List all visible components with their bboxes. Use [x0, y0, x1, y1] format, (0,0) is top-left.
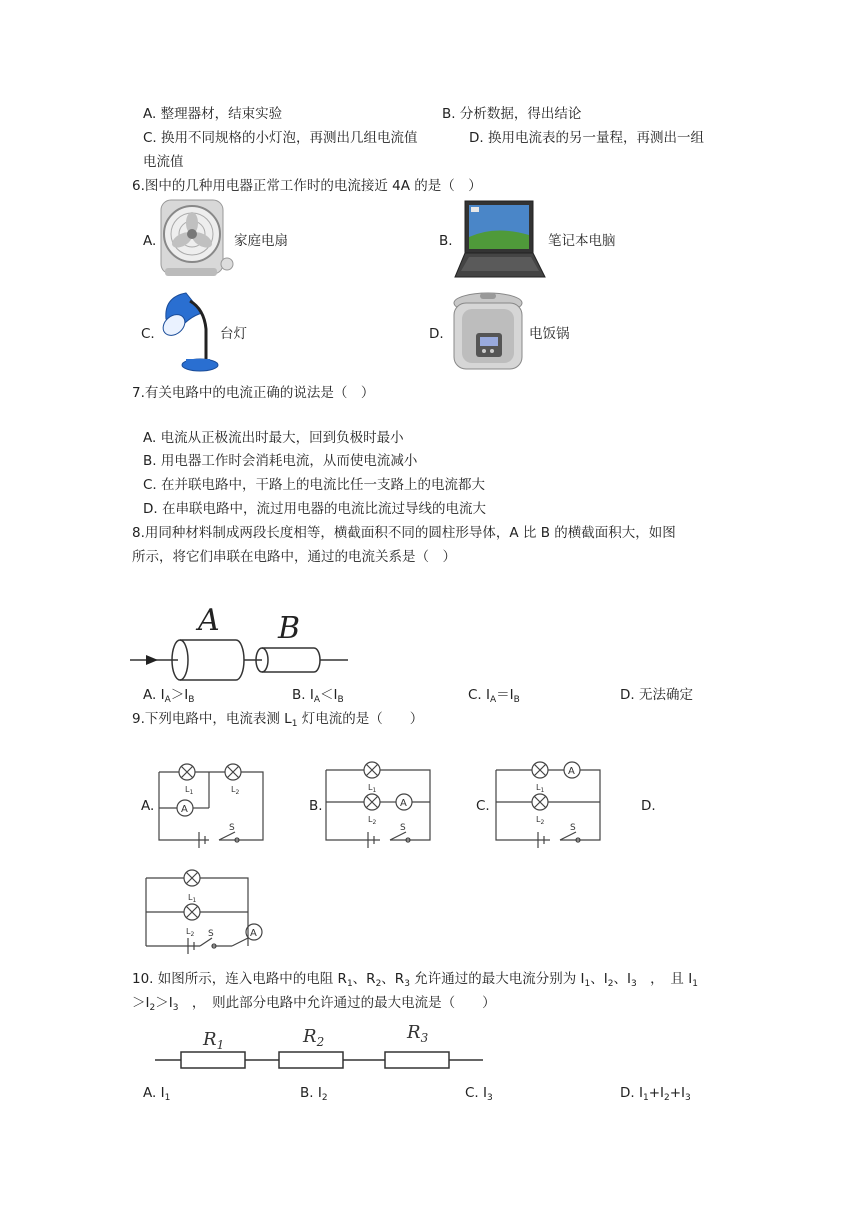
q6-label-b: 笔记本电脑	[548, 233, 616, 249]
q9-option-d: D.	[641, 798, 656, 814]
q5-option-a: A. 整理器材，结束实验	[143, 106, 283, 122]
resistor-diagram	[155, 1022, 485, 1074]
desk-lamp-image	[160, 289, 216, 373]
svg-text:L2: $L_2$	[368, 815, 377, 826]
svg-text:R3: $R_3$	[407, 1022, 429, 1045]
q10-option-b: B. $I_2$	[300, 1085, 328, 1103]
svg-text:S: S	[229, 823, 235, 833]
circuit-b	[322, 758, 434, 846]
q6-option-c: C.	[141, 326, 155, 342]
q7-option-d: D. 在串联电路中，流过用电器的电流比流过导线的电流大	[143, 501, 486, 517]
circuit-c	[492, 758, 604, 846]
laptop-image	[455, 199, 547, 281]
q5-option-b: B. 分析数据，得出结论	[442, 106, 582, 122]
svg-text:S: S	[400, 823, 406, 833]
resistor-r1	[181, 1052, 245, 1068]
q10-stem-line1: 10. 如图所示，连入电路中的电阻 $R_1$、$R_2$、$R_3$ 允许通过的最大电流分别为 $I_1$、$I_2$、$I_3$ ， 且 $I_1$	[132, 971, 698, 989]
q9-option-a: A.	[141, 798, 155, 814]
svg-text:A: A	[568, 766, 575, 777]
q7-stem: 7.有关电路中的电流正确的说法是（ ）	[132, 385, 375, 401]
rice-cooker-image	[448, 289, 528, 379]
q10-option-d: D. $I_1+I_2+I_3$	[620, 1085, 691, 1103]
svg-text:L2: $L_2$	[186, 927, 195, 938]
q8-option-a: A. $I_A>I_B$	[143, 687, 195, 705]
q7-option-c: C. 在并联电路中，干路上的电流比任一支路上的电流都大	[143, 477, 486, 493]
svg-text:L1: $L_1$	[368, 783, 377, 794]
q6-label-a: 家庭电扇	[234, 233, 288, 249]
q6-option-a: A.	[143, 233, 157, 249]
q6-label-d: 电饭锅	[529, 326, 570, 342]
svg-text:L2: $L_2$	[536, 815, 545, 826]
svg-text:S: S	[208, 929, 214, 939]
q10-option-a: A. $I_1$	[143, 1085, 171, 1103]
svg-text:L2: $L_2$	[231, 785, 240, 796]
circuit-d	[142, 866, 266, 956]
q8-option-c: C. $I_A=I_B$	[468, 687, 520, 705]
svg-text:L1: $L_1$	[188, 893, 197, 904]
q8-option-d: D. 无法确定	[620, 687, 693, 703]
svg-text:R1: $R_1$	[203, 1029, 225, 1052]
q7-option-a: A. 电流从正极流出时最大，回到负极时最小	[143, 430, 404, 446]
conductor-b-label: B	[278, 611, 301, 646]
q5-option-c: C. 换用不同规格的小灯泡，再测出几组电流值	[143, 130, 418, 146]
circuit-a	[155, 760, 267, 846]
current-arrow-icon	[146, 655, 158, 665]
conductor-diagram	[128, 598, 352, 684]
q9-option-c: C.	[476, 798, 490, 814]
conductor-a-label: A	[198, 603, 220, 638]
svg-text:R2: $R_2$	[303, 1026, 325, 1049]
resistor-r2	[279, 1052, 343, 1068]
q9-stem: 9.下列电路中，电流表测 $L_1$ 灯电流的是（ ）	[132, 711, 424, 729]
svg-text:A: A	[250, 928, 257, 939]
q5-option-d: D. 换用电流表的另一量程，再测出一组	[469, 130, 704, 146]
q6-option-d: D.	[429, 326, 444, 342]
q8-stem-line2: 所示，将它们串联在电路中，通过的电流关系是（ ）	[132, 549, 456, 565]
q9-option-b: B.	[309, 798, 323, 814]
svg-text:L1: $L_1$	[185, 785, 194, 796]
q6-stem: 6.图中的几种用电器正常工作时的电流接近 4A 的是（ ）	[132, 178, 482, 194]
svg-text:A: A	[181, 804, 188, 815]
resistor-r3	[385, 1052, 449, 1068]
svg-text:A: A	[400, 798, 407, 809]
q10-stem-line2: $>I_2>I_3$ ， 则此部分电路中允许通过的最大电流是（ ）	[132, 995, 496, 1013]
q6-label-c: 台灯	[220, 326, 247, 342]
q5-option-d-continued: 电流值	[143, 154, 184, 170]
q7-option-b: B. 用电器工作时会消耗电流，从而使电流减小	[143, 453, 418, 469]
svg-text:L1: $L_1$	[536, 783, 545, 794]
fan-image	[155, 196, 237, 280]
q8-option-b: B. $I_A<I_B$	[292, 687, 344, 705]
q8-stem-line1: 8.用同种材料制成两段长度相等，横截面积不同的圆柱形导体，A 比 B 的横截面积大，如图	[132, 525, 676, 541]
q6-option-b: B.	[439, 233, 453, 249]
q10-option-c: C. $I_3$	[465, 1085, 493, 1103]
svg-text:S: S	[570, 823, 576, 833]
